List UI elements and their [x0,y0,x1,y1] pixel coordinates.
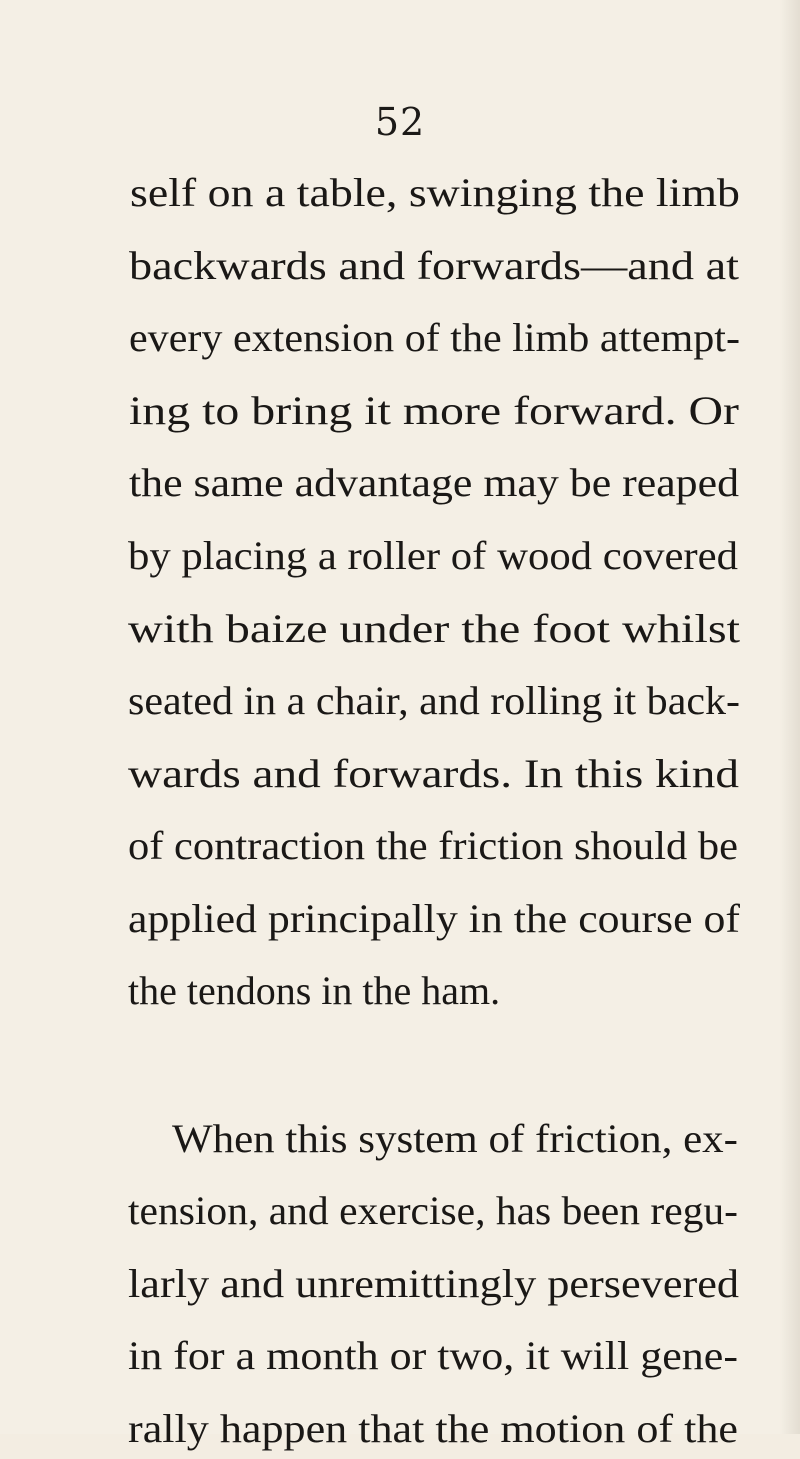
text-line [0,1181,800,1241]
text-line-content: the tendons in the ham. [128,968,501,1013]
text-line-content: wards and forwards. In this kind [128,751,739,796]
text-line [0,1254,800,1314]
text-line [0,1399,800,1459]
text-line-content: in for a month or two, it will gene- [128,1333,738,1378]
text-line-content: seated in a chair, and rolling it back- [128,678,740,723]
text-line-content: tension, and exercise, has been regu- [128,1188,738,1233]
text-line [0,381,800,441]
page-number: 52 [374,100,426,144]
text-line [0,599,800,659]
text-line [0,1326,800,1386]
text-line-content: of contraction the friction should be [128,823,738,868]
text-line-content: with baize under the foot whilst [128,606,740,651]
text-line [0,961,800,1021]
text-line [0,671,800,731]
text-line-content: every extension of the limb attempt- [129,315,740,360]
text-line [0,163,800,223]
text-line [0,526,800,586]
text-line-content: by placing a roller of wood covered [128,533,738,578]
text-line-content: When this system of friction, ex- [172,1116,738,1161]
text-line-content: larly and unremittingly persevered [128,1261,739,1306]
text-line [0,816,800,876]
text-line-content: self on a table, swinging the limb [130,170,740,215]
text-line [0,308,800,368]
text-line-content: rally happen that the motion of the [128,1406,738,1451]
text-line [0,744,800,804]
text-line-content: ing to bring it more forward. Or [129,388,739,433]
text-line [0,889,800,949]
text-line-content: backwards and forwards—and at [129,243,739,288]
text-line-content: applied principally in the course of [128,896,740,941]
text-line [0,236,800,296]
text-line-content: the same advantage may be reaped [129,460,739,505]
text-line [0,453,800,513]
text-line [0,1109,800,1169]
